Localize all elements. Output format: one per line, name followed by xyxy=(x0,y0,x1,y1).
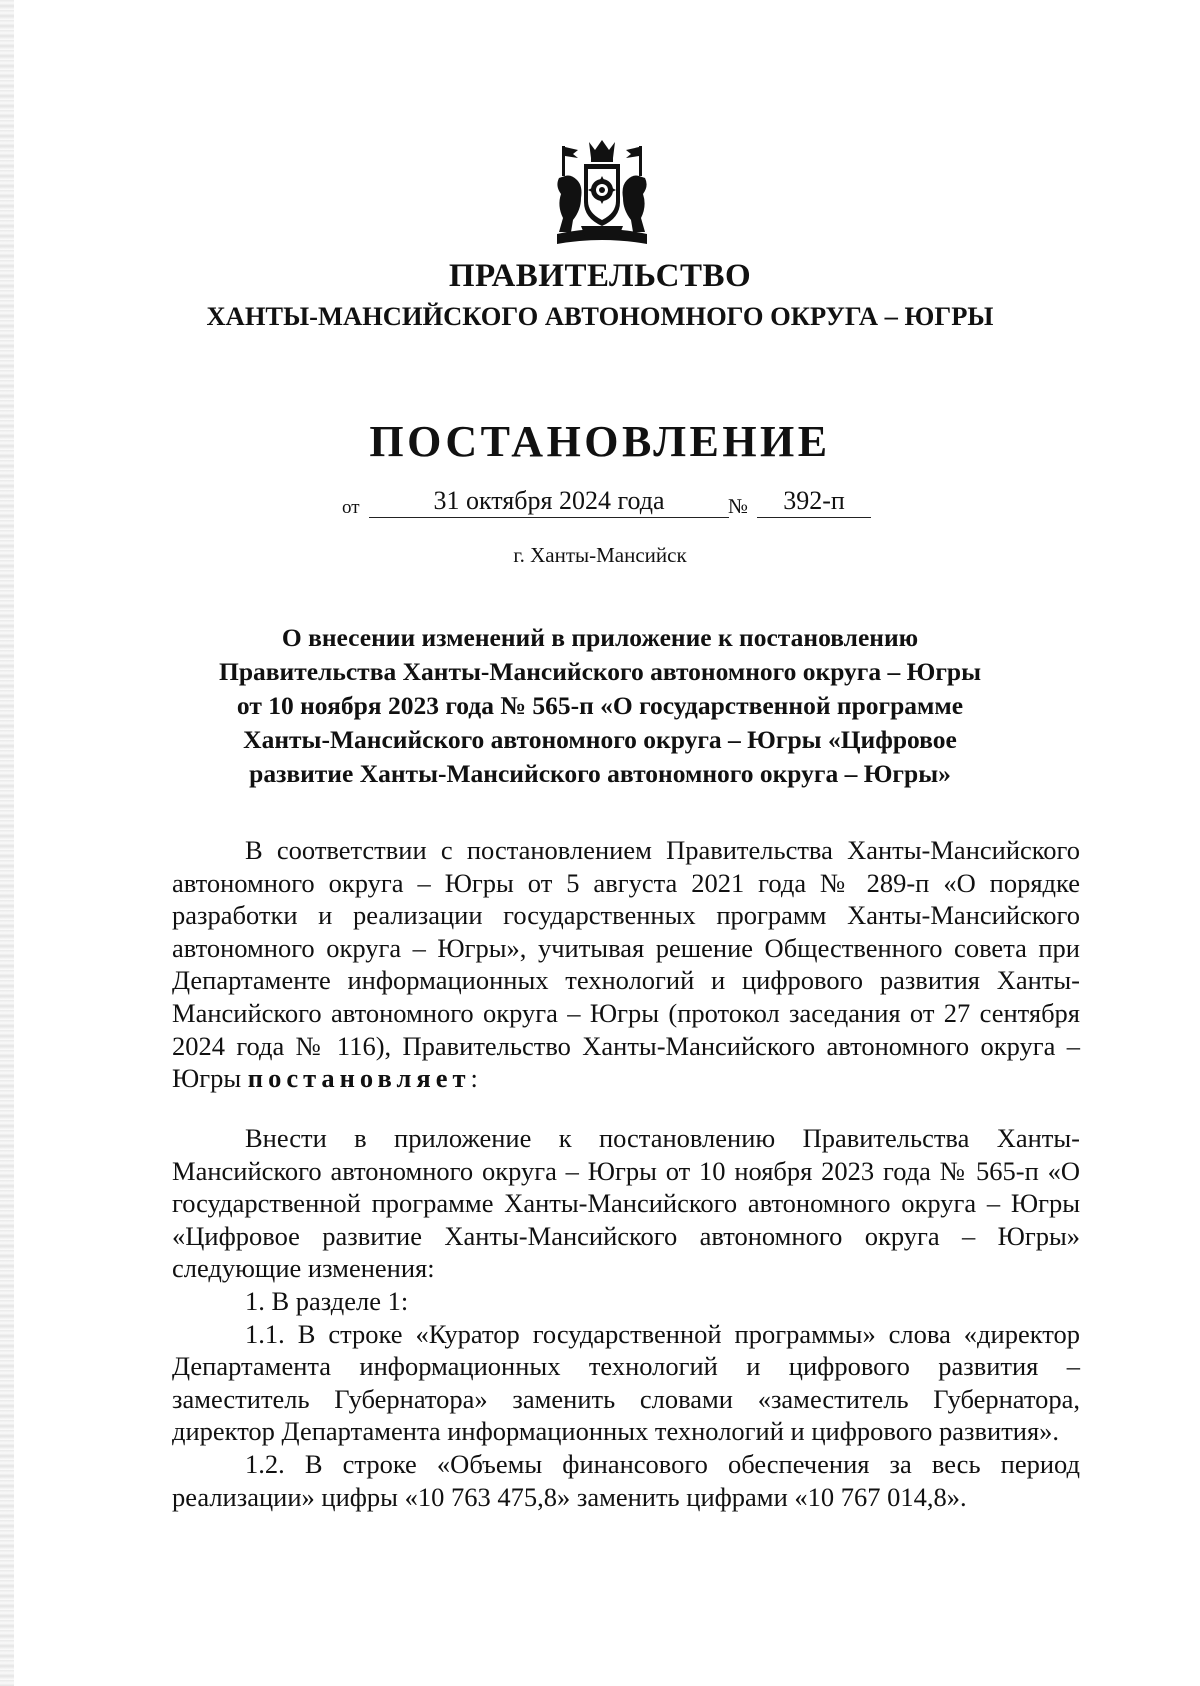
subject-line: от 10 ноября 2023 года № 565-п «О государственной программе xyxy=(236,691,964,720)
item-1-2: 1.2. В строке «Объемы финансового обеспечения за весь период реализации» цифры «10 763 475,8» заменить цифрами «10 767 014,8». xyxy=(172,1448,1080,1512)
item-1: 1. В разделе 1: xyxy=(245,1285,409,1316)
item-1-1: 1.1. В строке «Куратор государственной программы» слова «директор Департамента информационных технологий и цифрового развития – заместитель Губернатора» заменить словами «заместитель Губернатора, директор Департамента информационных технологий и цифрового развития». xyxy=(172,1318,1080,1447)
government-title: ПРАВИТЕЛЬСТВО xyxy=(448,258,752,294)
preamble-text: В соответствии с постановлением Правительства Ханты-Мансийского автономного округа – Югры от 5 августа 2021 года № 289-п «О порядке разработки и реализации государственных программ Ханты-Мансийского автономного округа – Югры», учитывая решение Общественного совета при Департаменте информационных технологий и цифрового развития Ханты-Мансийского автономного округа – Югры (протокол заседания от 27 сентября 2024 года № 116), Правительство Ханты-Мансийского автономного округа – Югры xyxy=(172,835,1080,1094)
from-label: от xyxy=(342,497,360,518)
decree-date: 31 октября 2024 года xyxy=(369,486,729,518)
scan-edge xyxy=(0,0,14,1686)
decree-items xyxy=(172,1122,1080,1513)
decree-number: 392-п xyxy=(757,486,871,518)
subject-line: Ханты-Мансийского автономного округа – Югры «Цифровое xyxy=(243,725,957,754)
intro-paragraph: Внести в приложение к постановлению Правительства Ханты-Мансийского автономного округа – Югры от 10 ноября 2023 года № 565-п «О государственной программе Ханты-Мансийского автономного округа – Югры «Цифровое развитие Ханты-Мансийского автономного округа – Югры» следующие изменения: xyxy=(172,1123,1080,1284)
date-number-line xyxy=(0,486,1200,522)
coat-of-arms-icon xyxy=(551,140,653,248)
number-label: № xyxy=(728,494,749,518)
decree-colon: : xyxy=(470,1063,478,1094)
region-title: ХАНТЫ-МАНСИЙСКОГО АВТОНОМНОГО ОКРУГА – ЮГРЫ xyxy=(206,301,994,331)
subject-line: развитие Ханты-Мансийского автономного округа – Югры» xyxy=(249,759,951,788)
document-type-title: ПОСТАНОВЛЕНИЕ xyxy=(369,417,831,466)
decree-word: постановляет xyxy=(247,1063,471,1094)
subject-line: О внесении изменений в приложение к постановлению xyxy=(281,623,919,652)
city-name: г. Ханты-Мансийск xyxy=(513,543,687,567)
subject-line: Правительства Ханты-Мансийского автономного округа – Югры xyxy=(218,657,981,686)
decree-subject xyxy=(160,621,1040,791)
preamble-paragraph xyxy=(172,834,1080,1095)
